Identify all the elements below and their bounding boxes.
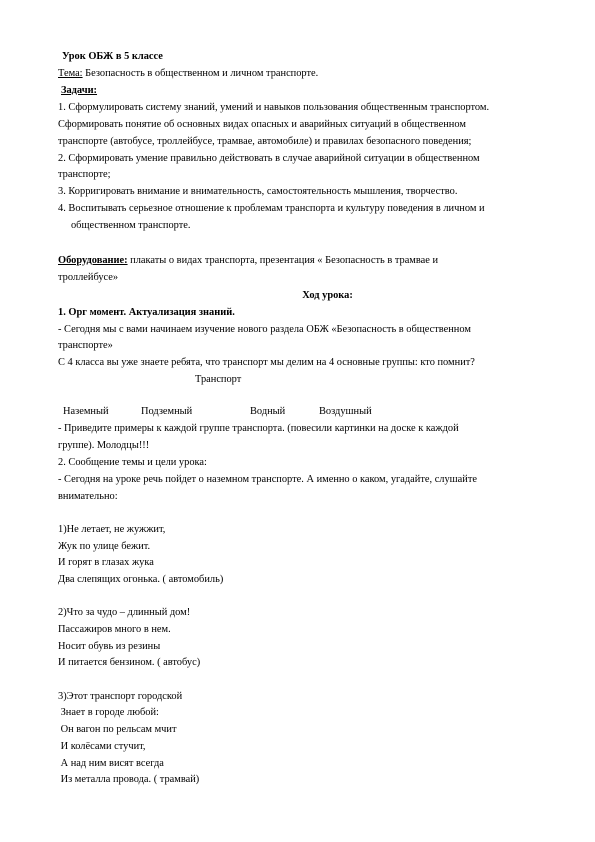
transport-title: Транспорт bbox=[195, 374, 242, 385]
riddle-line: 1)Не летает, не жужжит, bbox=[58, 524, 166, 535]
riddle-line: Пассажиров много в нем. bbox=[58, 624, 171, 635]
task-line: 4. Воспитывать серьезное отношение к проблемам транспорта и культуру поведения в личном и bbox=[58, 203, 485, 214]
riddle-line: И горят в глазах жука bbox=[58, 557, 154, 568]
question-line: С 4 класса вы уже знаете ребята, что транспорт мы делим на 4 основные группы: кто помнит? bbox=[58, 357, 475, 368]
riddle-line: И питается бензином. ( автобус) bbox=[58, 657, 201, 668]
today-line: внимательно: bbox=[58, 491, 118, 502]
topic-text: Безопасность в общественном и личном транспорте. bbox=[82, 68, 319, 79]
intro-line: транспорте» bbox=[58, 340, 113, 351]
section-2-title: 2. Сообщение темы и цели урока: bbox=[58, 457, 207, 468]
lesson-heading: Ход урока: bbox=[302, 290, 353, 301]
riddle-line: Из металла провода. ( трамвай) bbox=[58, 774, 200, 785]
equipment-line-2: троллейбусе» bbox=[58, 272, 119, 283]
riddle-line: Носит обувь из резины bbox=[58, 641, 161, 652]
equipment-label: Оборудование: bbox=[58, 255, 128, 266]
equipment-line bbox=[58, 254, 438, 267]
topic-line bbox=[58, 67, 318, 80]
lesson-title: Урок ОБЖ в 5 классе bbox=[62, 51, 163, 62]
riddle-line: И колёсами стучит, bbox=[58, 741, 146, 752]
task-line: транспорте; bbox=[58, 169, 111, 180]
riddle-line: Жук по улице бежит. bbox=[58, 541, 151, 552]
task-line: 2. Сформировать умение правильно действовать в случае аварийной ситуации в общественном bbox=[58, 153, 480, 164]
riddle-line: 3)Этот транспорт городской bbox=[58, 691, 183, 702]
task-line: общественном транспорте. bbox=[58, 220, 191, 231]
riddle-line: Знает в городе любой: bbox=[58, 707, 159, 718]
examples-line: группе). Молодцы!!! bbox=[58, 440, 150, 451]
task-line: 3. Корригировать внимание и внимательность, самостоятельность мышления, творчество. bbox=[58, 186, 458, 197]
riddle-line: Два слепящих огонька. ( автомобиль) bbox=[58, 574, 224, 585]
task-line: 1. Сформулировать систему знаний, умений и навыков пользования общественным транспортом. bbox=[58, 102, 490, 113]
transport-group: Водный bbox=[250, 406, 286, 417]
topic-label: Тема: bbox=[58, 68, 83, 79]
examples-line: - Приведите примеры к каждой группе транспорта. (повесили картинки на доске к каждой bbox=[58, 423, 459, 434]
transport-group: Воздушный bbox=[319, 406, 372, 417]
riddle-line: А над ним висят всегда bbox=[58, 758, 164, 769]
riddle-line: Он вагон по рельсам мчит bbox=[58, 724, 177, 735]
riddle-line: 2)Что за чудо – длинный дом! bbox=[58, 607, 191, 618]
equipment-text: плакаты о видах транспорта, презентация « Безопасность в трамвае и bbox=[127, 255, 439, 266]
transport-group: Подземный bbox=[141, 406, 193, 417]
transport-group: Наземный bbox=[63, 406, 109, 417]
today-line: - Сегодня на уроке речь пойдет о наземном транспорте. А именно о каком, угадайте, слушайте bbox=[58, 474, 478, 485]
section-1-title: 1. Орг момент. Актуализация знаний. bbox=[58, 307, 235, 318]
task-line: транспорте (автобусе, троллейбусе, трамвае, автомобиле) и правилах безопасного поведения; bbox=[58, 136, 472, 147]
intro-line: - Сегодня мы с вами начинаем изучение нового раздела ОБЖ «Безопасность в общественном bbox=[58, 324, 471, 335]
tasks-label: Задачи: bbox=[61, 85, 98, 96]
task-line: Сформировать понятие об основных видах опасных и аварийных ситуаций в общественном bbox=[58, 119, 466, 130]
